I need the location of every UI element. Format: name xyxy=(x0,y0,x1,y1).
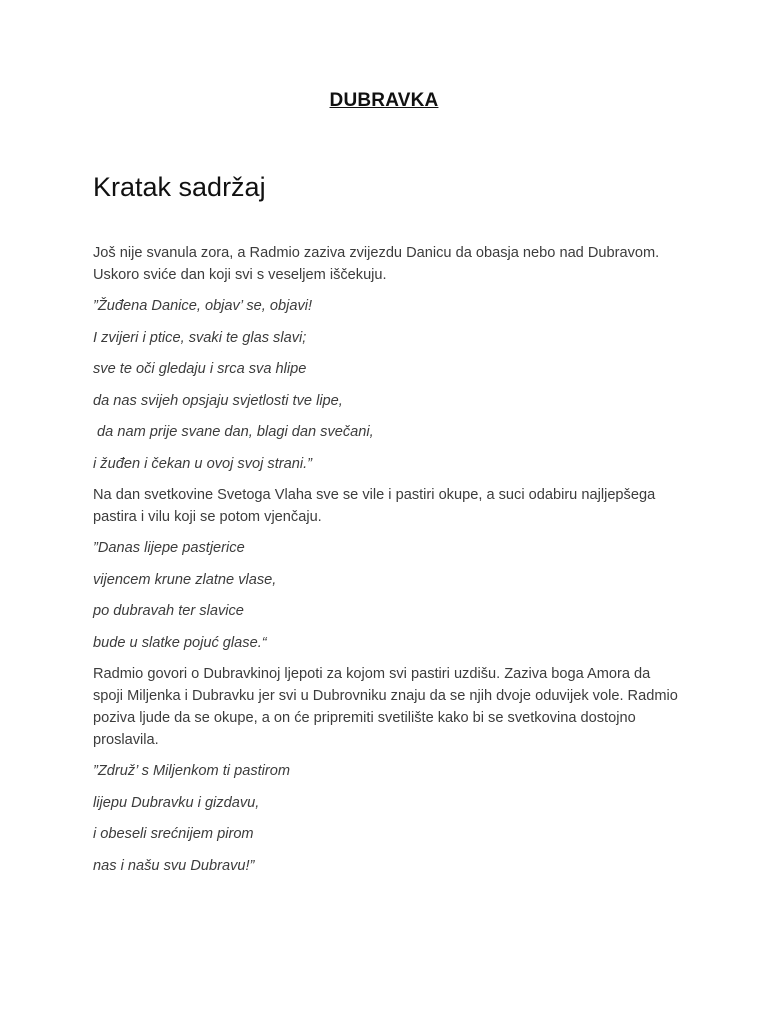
verse-line: vijencem krune zlatne vlase, xyxy=(93,571,277,588)
verse-line: ”Žuđena Danice, objav’ se, objavi! xyxy=(93,298,313,314)
verse-line: ”Danas lijepe pastjerice xyxy=(93,540,245,556)
verse-line: nas i našu svu Dubravu!” xyxy=(93,857,255,874)
paragraph: Još nije svanula zora, a Radmio zaziva zvijezdu Danicu da obasja nebo nad Dubravom. Uskoro sviće dan koji svi s veseljem iščekuju. xyxy=(93,245,660,283)
verse-line: i žuđen i čekan u ovoj svoj strani.” xyxy=(93,455,313,472)
document-title: DUBRAVKA xyxy=(329,90,439,111)
section-heading: Kratak sadržaj xyxy=(93,172,266,202)
verse-line: bude u slatke pojuć glase.“ xyxy=(93,634,267,651)
verse-line: po dubravah ter slavice xyxy=(93,603,244,619)
paragraph: Radmio govori o Dubravkinoj ljepoti za kojom svi pastiri uzdišu. Zaziva boga Amora da spoji Miljenka i Dubravku jer svi u Dubrovniku znaju da se njih dvoje oduvijek vole. Radmio poziva ljude da se okupe, a on će pripremiti svetilište kako bi se svetkovina dostojno proslavila. xyxy=(93,666,678,748)
verse-line: i obeseli srećnijem pirom xyxy=(93,826,254,842)
verse-line: lijepu Dubravku i gizdavu, xyxy=(93,794,260,811)
verse-line: sve te oči gledaju i srca sva hlipe xyxy=(93,361,307,377)
verse-line: I zvijeri i ptice, svaki te glas slavi; xyxy=(93,329,307,346)
document-body xyxy=(93,242,678,886)
paragraph: Na dan svetkovine Svetoga Vlaha sve se vile i pastiri okupe, a suci odabiru najljepšega pastira i vilu koji se potom vjenčaju. xyxy=(93,487,656,525)
verse-line: ”Združ’ s Miljenkom ti pastirom xyxy=(93,763,291,779)
verse-line: da nas svijeh opsjaju svjetlosti tve lipe, xyxy=(93,392,343,409)
verse-line: da nam prije svane dan, blagi dan svečani, xyxy=(93,424,374,440)
